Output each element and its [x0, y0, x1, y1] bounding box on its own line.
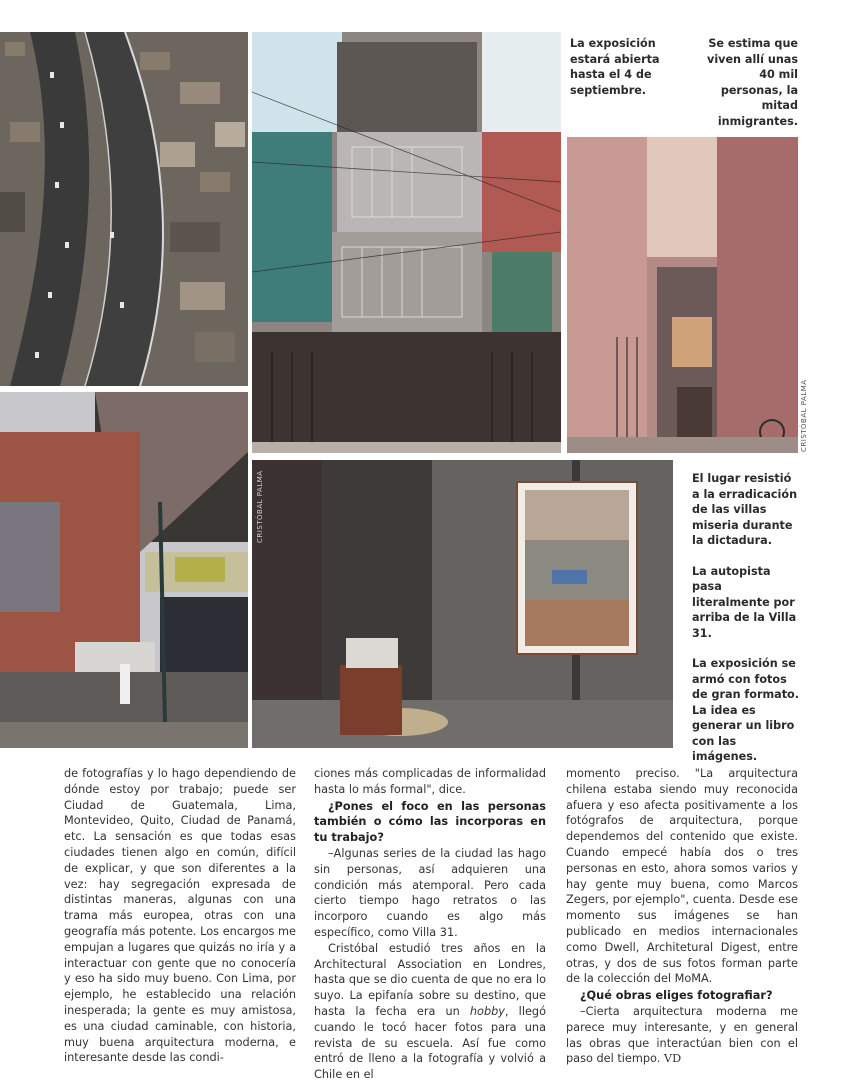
article-paragraph: ciones más complicadas de informalidad hasta lo más formal", dice.	[314, 767, 546, 796]
end-mark: VD	[663, 1052, 682, 1066]
text-run: , llegó cuando le tocó hacer fotos para una revista de su escuela. Así fue como entró de lleno a la fotografía y volvió a Chile en el	[314, 1004, 546, 1082]
alley-illustration	[567, 137, 798, 453]
text-run: –Cierta arquitectura moderna me parece muy interesante, y en general las obras que interactúan bien con el paso del tiempo.	[566, 1004, 798, 1066]
article-column-2	[314, 766, 546, 1083]
interview-answer: –Algunas series de la ciudad las hago sin personas, así adquieren una condición más atemporal. Pero cada cierto tiempo hago retratos o las incorporo cuando es algo más específico, como Villa 31.	[314, 846, 546, 939]
caption-resisted-eradication: El lugar resistió a la erradicación de las villas miseria durante la dictadura.	[692, 472, 798, 547]
text-run: Cristóbal estudió tres años en la Architectural Association en Londres, hasta que se dio cuenta de que no era lo suyo. La epifanía sobre su destino, que hasta la fecha era un	[314, 941, 546, 1018]
caption-population: Se estima que viven allí unas 40 mil personas, la mitad inmigrantes.	[707, 37, 798, 128]
highway-illustration	[0, 32, 248, 386]
interview-question: ¿Pones el foco en las personas también o cómo las incorporas en tu trabajo?	[314, 799, 546, 845]
photo-alley	[567, 137, 798, 453]
street-illustration	[0, 392, 248, 748]
photo-exhibition-room	[252, 460, 673, 748]
caption-highway-above: La autopista pasa literalmente por arriba de la Villa 31.	[692, 564, 797, 640]
photo-facade	[252, 32, 561, 453]
article-column-1	[64, 766, 296, 1066]
article-paragraph: de fotografías y lo hago dependiendo de dónde estoy por trabajo; puede ser Ciudad de Guatemala, Lima, Montevideo, Quito, Ciudad de Panamá, etc. La sensación es que todas esas ciudades tienen algo en común, difícil de explicar, y que son diferentes a la vez: hay segregación expresada de distintas maneras, algunas con una trama más europea, otras con una geografía más potente. Los encargos me empujan a lugares que quizás no iría y a interactuar con gente que no conocería y eso ha sido muy bueno. Con Lima, por ejemplo, he establecido una relación inesperada; la gente es muy amistosa, es una ciudad caminable, con historia, muy buena arquitectura moderna, e interesante desde las condi-	[64, 767, 296, 1065]
article-paragraph	[314, 941, 546, 1083]
interview-answer	[566, 1004, 798, 1067]
photo-street-corner	[0, 392, 248, 748]
article-column-3	[566, 766, 798, 1067]
caption-large-format: La exposición se armó con fotos de gran formato. La idea es generar un libro con las imágenes.	[692, 657, 799, 763]
caption-exhibition-dates: La exposición estará abierta hasta el 4 de septiembre.	[570, 37, 660, 97]
photo-credit: CRISTÓBAL PALMA	[800, 379, 808, 452]
photo-highway-aerial	[0, 32, 248, 386]
article-paragraph: momento preciso. "La arquitectura chilena estaba siendo muy reconocida afuera y eso afecta positivamente a los fotógrafos de arquitectura, porque dependemos del contenido que existe. Cuando empecé había dos o tres personas en esto, ahora somos varios y hay gente muy buena, como Marcos Zegers, por ejemplo", cuenta. Desde ese momento sus imágenes se han publicado en medios internacionales como Dwell, Architetural Digest, entre otras, y dos de sus fotos forman parte de la colección del MoMA.	[566, 767, 798, 986]
emphasis-hobby: hobby	[469, 1004, 505, 1018]
facade-illustration	[252, 32, 561, 453]
interview-question: ¿Qué obras eliges fotografiar?	[580, 989, 773, 1003]
photo-credit: CRISTÓBAL PALMA	[256, 470, 264, 543]
gallery-illustration	[252, 460, 673, 748]
side-captions	[692, 471, 802, 780]
